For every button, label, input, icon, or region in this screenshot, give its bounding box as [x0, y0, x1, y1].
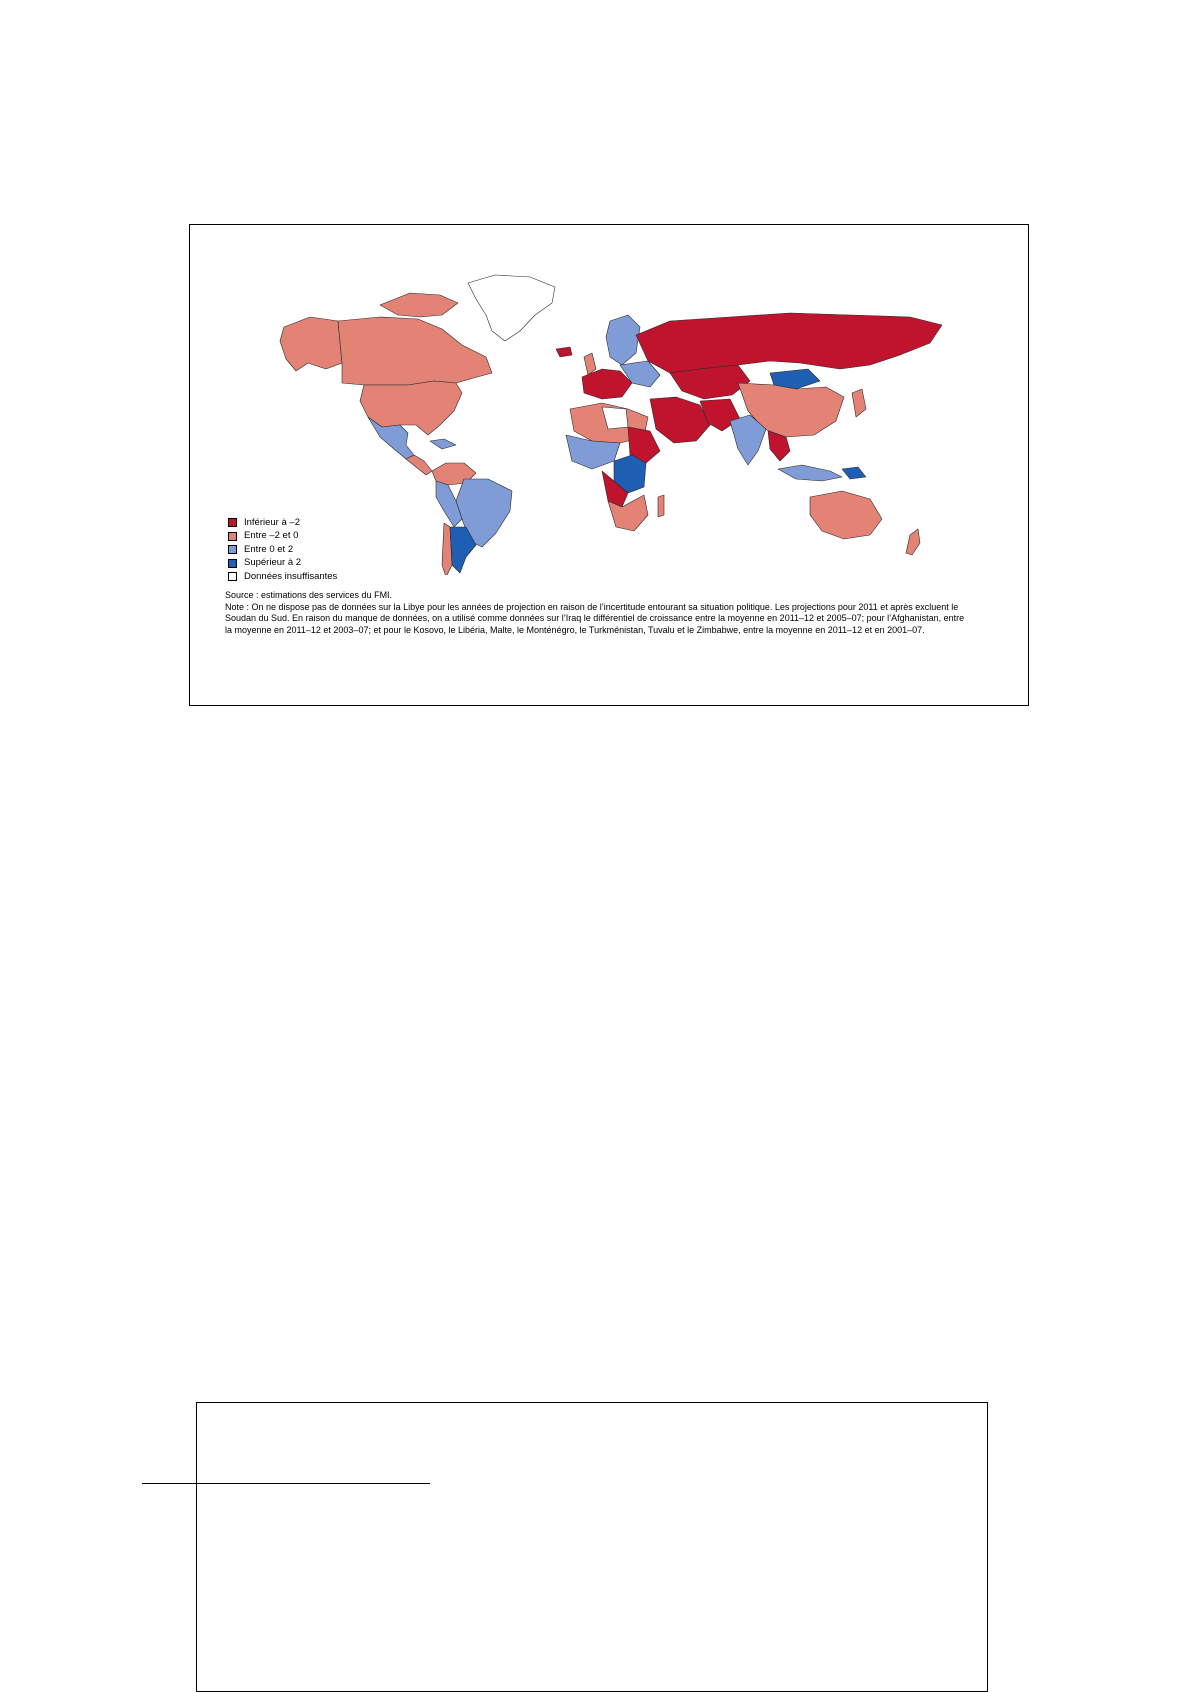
- figure-frame: [189, 224, 1029, 706]
- region-australia: [810, 491, 882, 539]
- legend-label: Entre 0 et 2: [244, 543, 294, 555]
- legend-item-donnees-insuffisantes: [228, 570, 337, 583]
- legend-item-entre-moins-2-et-0: [228, 530, 337, 543]
- legend-swatch: [228, 518, 237, 527]
- source-text: Source : estimations des services du FMI.: [225, 590, 393, 600]
- region-scandinavia: [606, 315, 640, 365]
- region-uk: [584, 353, 596, 375]
- map-legend: [228, 516, 337, 584]
- region-central-america: [406, 455, 432, 475]
- region-canada: [338, 317, 492, 385]
- footnote-rule: [142, 1483, 430, 1484]
- legend-label: Données insuffisantes: [244, 570, 338, 582]
- legend-item-entre-0-et-2: [228, 543, 337, 556]
- legend-swatch: [228, 545, 237, 554]
- region-russia: [636, 313, 942, 373]
- legend-label: Supérieur à 2: [244, 557, 302, 568]
- legend-swatch: [228, 572, 237, 581]
- figure-notes: [225, 590, 965, 636]
- region-indonesia: [778, 465, 842, 481]
- region-papua: [842, 467, 866, 479]
- region-caribbean: [430, 439, 456, 449]
- region-alaska: [280, 317, 342, 371]
- lower-box: [196, 1402, 988, 1692]
- legend-item-superieur-2: [228, 557, 337, 570]
- region-madagascar: [658, 495, 664, 517]
- legend-label: Entre –2 et 0: [244, 530, 299, 541]
- legend-swatch: [228, 532, 237, 541]
- region-arctic-islands: [380, 293, 458, 317]
- note-text: Note : On ne dispose pas de données sur la Libye pour les années de projection en raison de l’incertitude entourant sa situation politique. Les projections pour 2011 et après excluent le Soudan du Sud. En raison du manque de données, on a utilisé comme données sur l’Iraq le différentiel de croissance entre la moyenne en 2011–12 et 2005–07; pour l’Afghanistan, entre la moyenne en 2011–12 et 2003–07; et pour le Kosovo, le Libéria, Malte, le Monténégro, le Turkménistan, Tuvalu et le Zimbabwe, entre la moyenne en 2011–12 et en 2001–07.: [225, 601, 965, 635]
- world-map: [230, 265, 990, 575]
- region-greenland: [468, 275, 555, 341]
- legend-swatch: [228, 559, 237, 568]
- legend-item-inferieur-moins-2: [228, 516, 337, 529]
- legend-label: Inférieur à –2: [244, 516, 300, 528]
- region-iceland: [556, 347, 572, 357]
- region-new-zealand: [906, 529, 920, 555]
- region-japan: [852, 389, 866, 417]
